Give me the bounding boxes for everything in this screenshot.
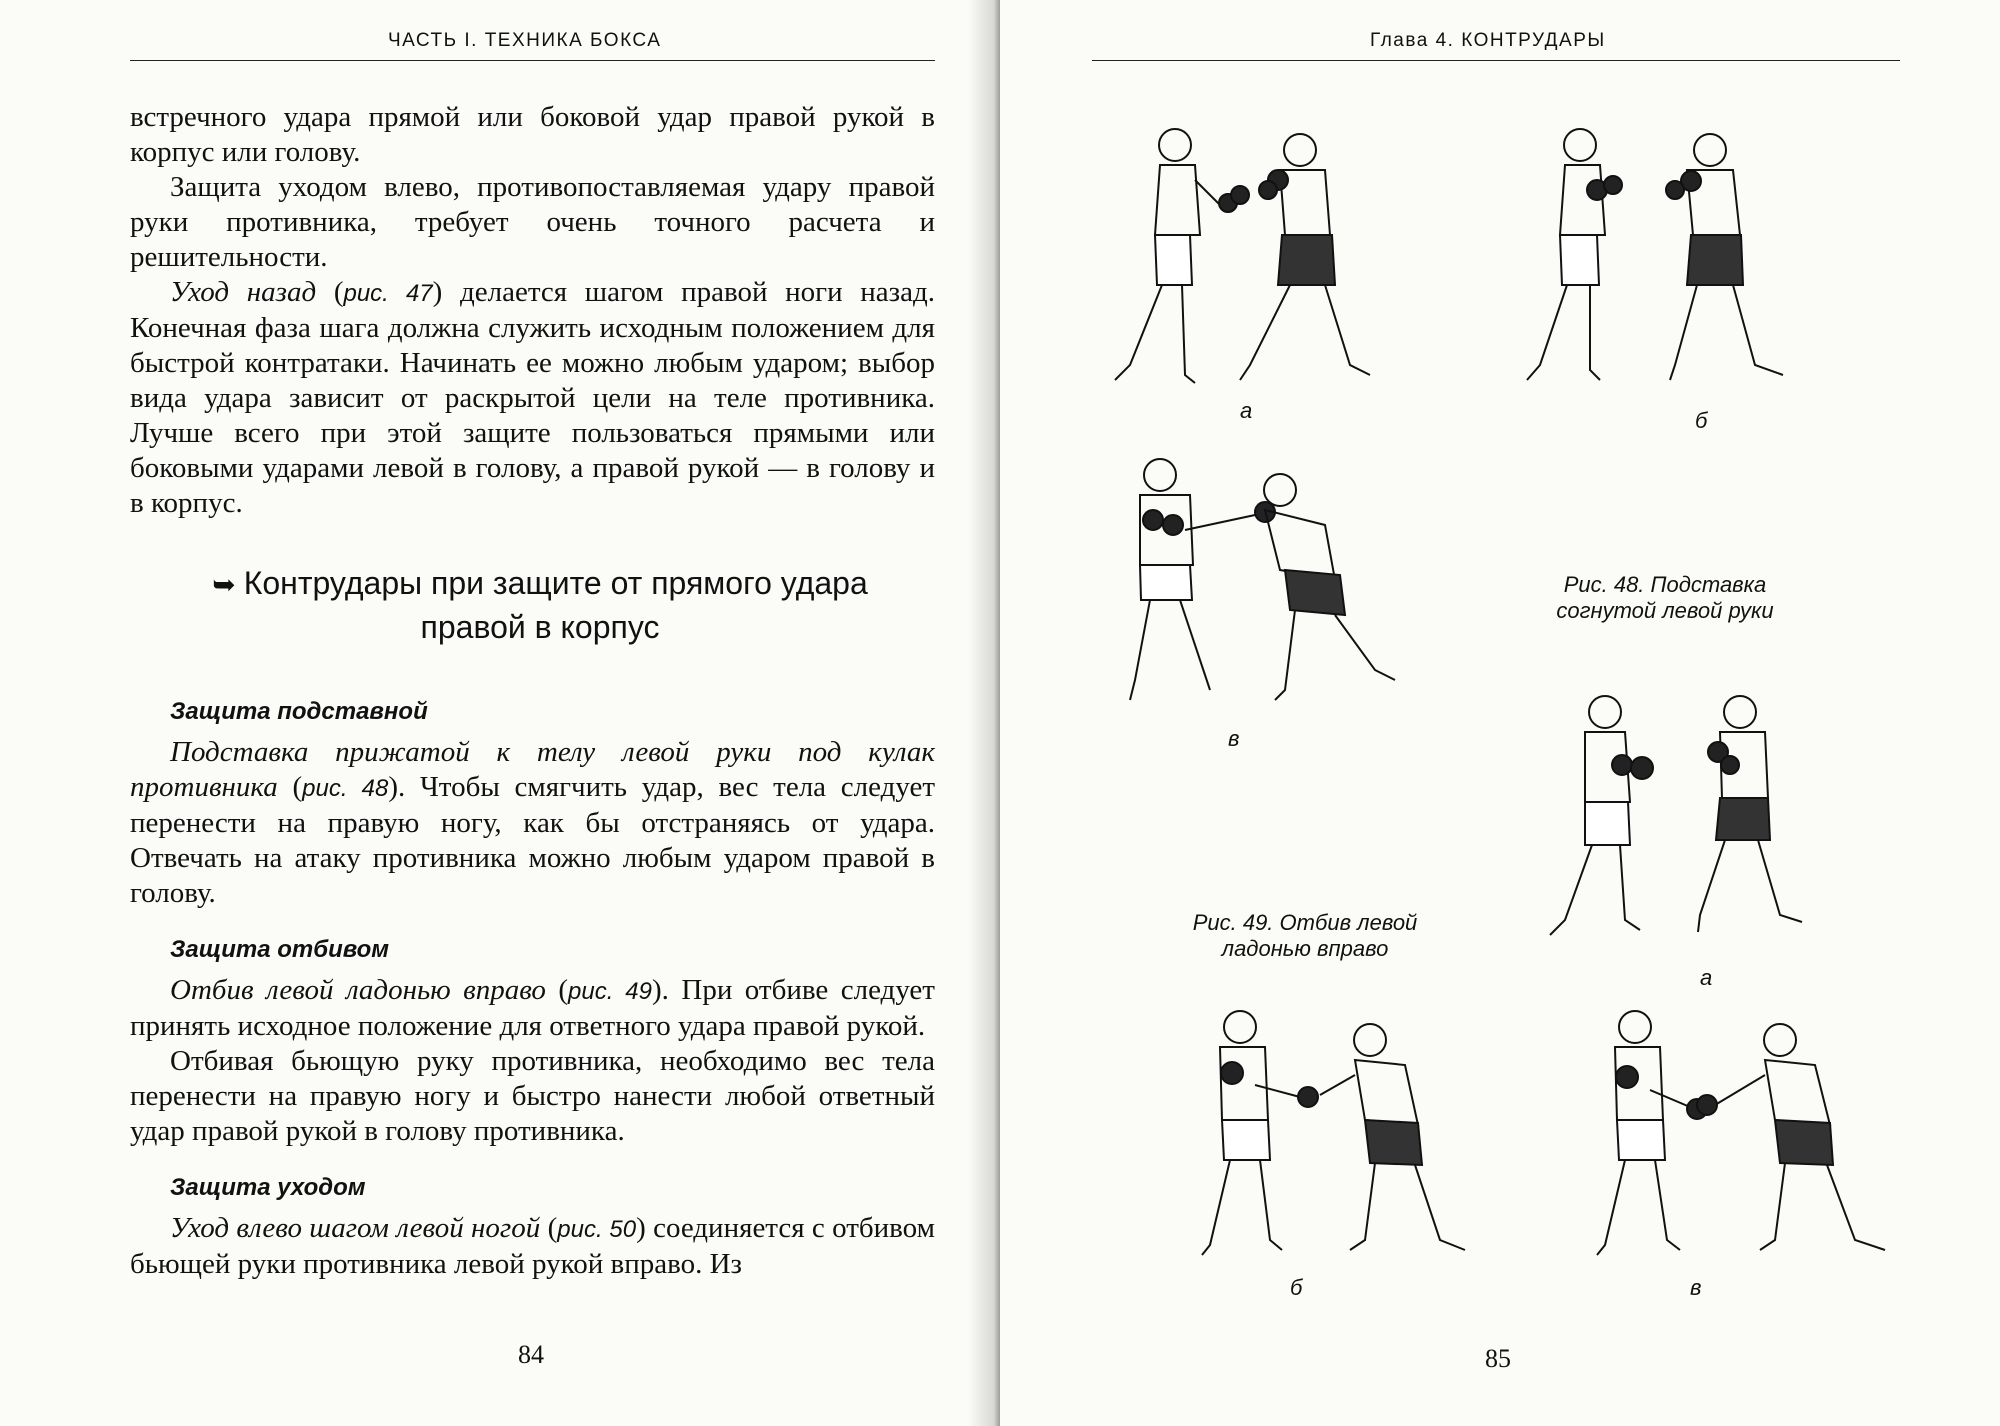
ref-paren: ) — [636, 1212, 646, 1244]
figure-ref-50[interactable]: рис. 50 — [557, 1216, 637, 1243]
running-head-right: Глава 4. КОНТРУДАРЫ — [1370, 30, 1606, 51]
figure-49v-illustration — [1575, 1005, 1905, 1270]
ref-paren: ) — [388, 771, 398, 803]
fig48-label-v: в — [1228, 726, 1240, 751]
page-number-right: 85 — [1485, 1344, 1511, 1373]
figure-48-caption: Рис. 48. Подставка согнутой левой руки — [1556, 572, 1774, 623]
header-rule-right — [1092, 60, 1900, 61]
ref-paren: ( — [316, 276, 344, 308]
figure-ref-49[interactable]: рис. 49 — [568, 978, 652, 1005]
ref-paren: ( — [545, 974, 569, 1006]
fig49-label-a: а — [1700, 965, 1713, 990]
header-rule-left — [130, 60, 935, 61]
figure-49-caption: Рис. 49. Отбив левой ладонью вправо — [1192, 910, 1418, 961]
ref-paren: ( — [540, 1212, 558, 1244]
paragraph-4-rest: . Чтобы смягчить удар, вес тела следует перенести на правую ногу, как бы отстраняясь от удара. Отвечать на атаку противника можно любым ударом правой в голову. — [130, 771, 935, 909]
paragraph-2: Защита уходом влево, противопоставляемая удару правой руки противника, требует очень точного расчета и решительности. — [130, 171, 935, 273]
paragraph-4 — [130, 735, 935, 911]
paragraph-5 — [130, 973, 935, 1044]
paragraph-7-rest: соединяется с отбивом бьющей руки противника левой рукой вправо. Из — [130, 1212, 935, 1280]
paragraph-3 — [130, 275, 935, 521]
ref-paren: ) — [651, 974, 662, 1006]
paragraph-1: встречного удара прямой или боковой удар правой рукой в корпус или голову. — [130, 101, 935, 168]
figure-ref-48[interactable]: рис. 48 — [302, 775, 389, 802]
figure-48b-illustration — [1515, 125, 1805, 395]
term-ukhod-nazad: Уход назад — [170, 276, 317, 308]
figure-48v-illustration — [1095, 450, 1395, 710]
ref-paren: ( — [277, 771, 303, 803]
fig49-label-v: в — [1690, 1275, 1702, 1300]
section-title — [160, 562, 920, 648]
subhead-text: Защита отбивом — [170, 936, 390, 963]
subhead-podstavnoy — [170, 693, 935, 729]
paragraph-7 — [130, 1211, 935, 1282]
left-body-bottom — [130, 693, 935, 1282]
ref-paren: ) — [432, 276, 443, 308]
subhead-text: Защита подставной — [170, 698, 428, 725]
term-otbiv: Отбив левой ладонью вправо — [170, 974, 546, 1006]
section-arrow-icon: ➥ — [212, 569, 236, 600]
term-ukhod-vlevo: Уход влево шагом левой ногой — [170, 1212, 541, 1244]
fig48-label-b: б — [1695, 408, 1708, 433]
fig48-label-a: а — [1240, 398, 1253, 423]
subhead-text: Защита уходом — [170, 1174, 366, 1201]
section-title-text: Контрудары при защите от прямого удара правой в корпус — [243, 565, 868, 645]
page-number-left: 84 — [518, 1340, 544, 1369]
running-head-left: ЧАСТЬ I. ТЕХНИКА БОКСА — [388, 30, 662, 51]
subhead-otbivom — [170, 931, 935, 967]
figure-48a-illustration — [1100, 125, 1390, 395]
figure-ref-47[interactable]: рис. 47 — [343, 280, 433, 307]
figure-49b-illustration — [1180, 1005, 1480, 1270]
paragraph-5-rest: . При отбиве следует принять исходное положение для ответного удара правой рукой. — [130, 974, 935, 1042]
fig49-label-b: б — [1290, 1275, 1303, 1300]
term-podstavka: Подставка прижатой к телу левой руки под кулак противника — [130, 736, 935, 803]
figure-49a-illustration — [1530, 690, 1830, 950]
paragraph-3-rest: делается шагом правой ноги назад. Конечная фаза шага должна служить исходным положением для быстрой контратаки. Начинать ее можно любым ударом; выбор вида удара зависит от раскрытой цели на теле противника. Лучше всего при этой защите пользоваться прямыми или боковыми ударами левой в голову, а правой рукой — в голову и в корпус. — [130, 276, 935, 519]
paragraph-6: Отбивая бьющую руку противника, необходимо вес тела перенести на правую ногу и быстро нанести любой ответный удар правой рукой в голову противника. — [130, 1045, 935, 1147]
left-body-top — [130, 100, 935, 521]
subhead-ukhodom — [170, 1169, 935, 1205]
right-page — [1000, 0, 2000, 1426]
